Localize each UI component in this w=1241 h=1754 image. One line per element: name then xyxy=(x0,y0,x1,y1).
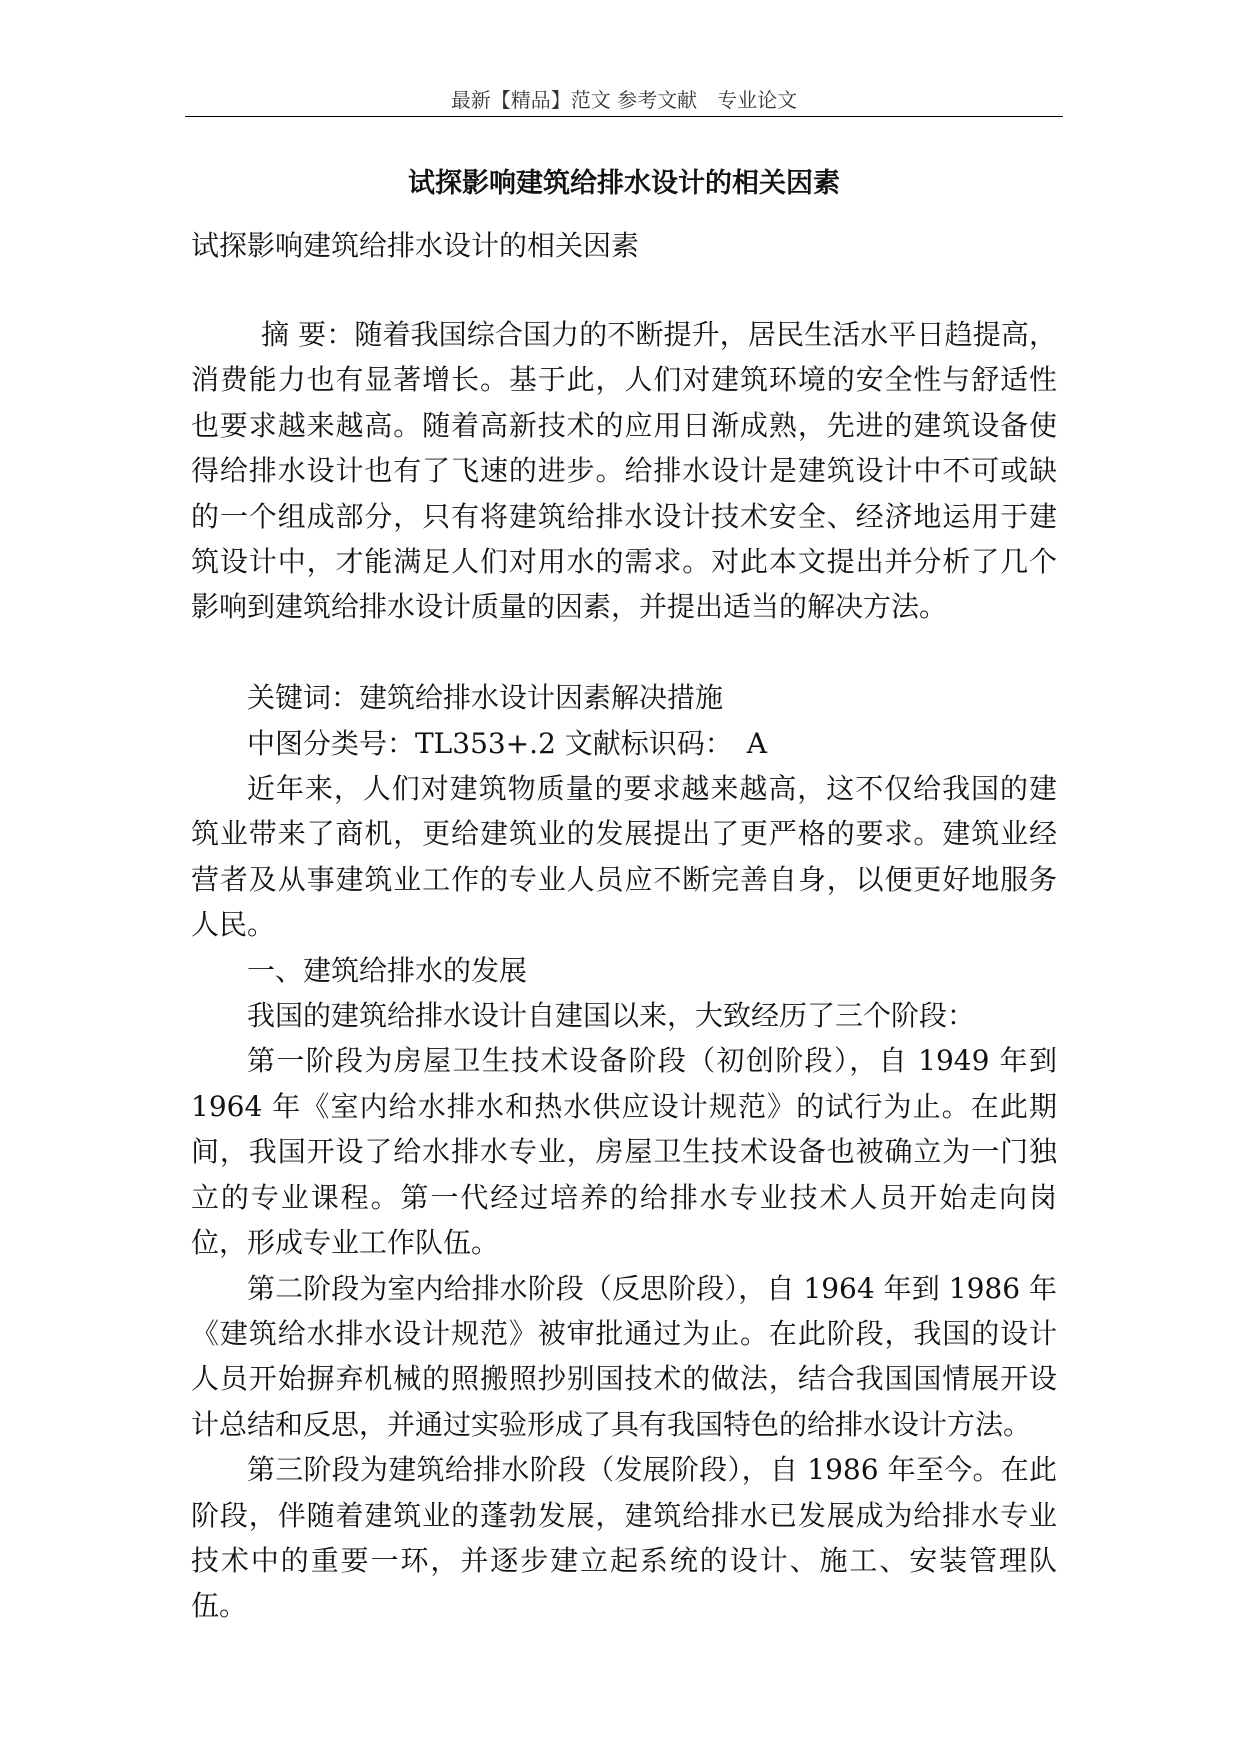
classification-line: 中图分类号：TL353+.2 文献标识码： A xyxy=(247,726,768,760)
subtitle: 试探影响建筑给排水设计的相关因素 xyxy=(191,229,640,262)
document-body xyxy=(191,312,1057,1629)
page-title: 试探影响建筑给排水设计的相关因素 xyxy=(408,168,840,199)
body-paragraph: 近年来，人们对建筑物质量的要求越来越高，这不仅给我国的建筑业带来了商机，更给建筑业的发展提出了更严格的要求。建筑业经营者及从事建筑业工作的专业人员应不断完善自身，以便更好地服务人民。 xyxy=(191,772,1057,942)
abstract-paragraph: 摘 要：随着我国综合国力的不断提升，居民生活水平日趋提高，消费能力也有显著增长。基于此，人们对建筑环境的安全性与舒适性也要求越来越高。随着高新技术的应用日渐成熟，先进的建筑设备使得给排水设计也有了飞速的进步。给排水设计是建筑设计中不可或缺的一个组成部分，只有将建筑给排水设计技术安全、经济地运用于建筑设计中，才能满足人们对用水的需求。对此本文提出并分析了几个影响到建筑给排水设计质量的因素，并提出适当的解决方法。 xyxy=(191,318,1057,624)
body-paragraph: 第二阶段为室内给排水阶段（反思阶段），自 1964 年到 1986 年《建筑给水排水设计规范》被审批通过为止。在此阶段，我国的设计人员开始摒弃机械的照搬照抄别国技术的做法，结合我国国情展开设计总结和反思，并通过实验形成了具有我国特色的给排水设计方法。 xyxy=(191,1271,1057,1441)
keywords-line: 关键词：建筑给排水设计因素解决措施 xyxy=(247,681,724,715)
body-paragraph: 我国的建筑给排水设计自建国以来，大致经历了三个阶段： xyxy=(247,999,976,1033)
body-paragraph: 第三阶段为建筑给排水阶段（发展阶段），自 1986 年至今。在此阶段，伴随着建筑业的蓬勃发展，建筑给排水已发展成为给排水专业技术中的重要一环，并逐步建立起系统的设计、施工、安装管理队伍。 xyxy=(191,1453,1057,1623)
header-rule xyxy=(185,116,1063,117)
body-paragraph: 第一阶段为房屋卫生技术设备阶段（初创阶段），自 1949 年到 1964 年《室内给水排水和热水供应设计规范》的试行为止。在此期间，我国开设了给水排水专业，房屋卫生技术设备也被确立为一门独立的专业课程。第一代经过培养的给排水专业技术人员开始走向岗位，形成专业工作队伍。 xyxy=(191,1044,1057,1260)
running-header: 最新【精品】范文 参考文献 专业论文 xyxy=(450,88,798,112)
section-heading: 一、建筑给排水的发展 xyxy=(247,953,528,987)
